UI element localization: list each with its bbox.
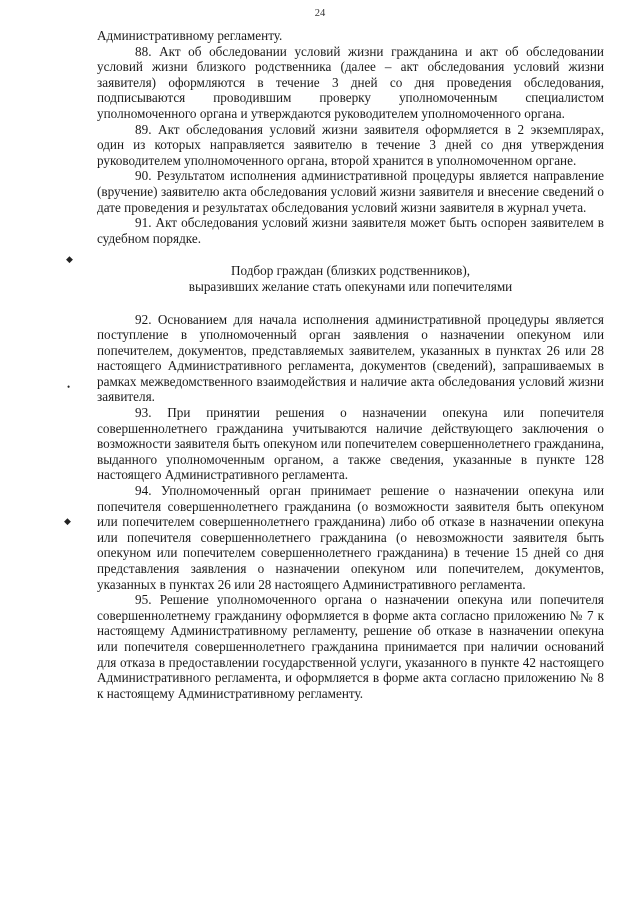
document-body [97,28,604,701]
margin-mark: • [67,382,71,392]
paragraphs-after [97,312,604,702]
paragraph: 93. При принятии решения о назначении опекуна или попечителя совершеннолетнего гражданина учитываются наличие действующего заключения о возможности заявителя быть опекуном или попечителем совершеннолетнего гражданина, выданного уполномоченным органом, а также сведения, указанные в пункте 128 настоящего Административного регламента. [97,405,604,483]
paragraph: 92. Основанием для начала исполнения административной процедуры является поступление в уполномоченный орган заявления о назначении опекуном или попечителем, документов, представляемых заявителем, указанных в пунктах 26 или 28 настоящего Административного регламента, документов (сведений), запрашиваемых в рамках межведомственного взаимодействия и наличие акта обследования условий жизни заявителя. [97,311,604,405]
section-heading-line-1: Подбор граждан (близких родственников), [230,263,471,279]
paragraph: 94. Уполномоченный орган принимает решение о назначении опекуна или попечителя совершеннолетнего гражданина (о возможности заявителя быть опекуном или попечителем совершеннолетнего гражданина) либо об отказе в назначении опекуна или попечителя совершеннолетнего гражданина (о невозможности заявителя быть опекуном или попечителем совершеннолетнего гражданина) в течение 15 дней со дня представления заявления о назначении опекуном или попечителем, документов, указанных в пунктах 26 или 28 настоящего Административного регламента. [97,483,604,592]
margin-mark: ◆ [64,516,71,526]
margin-mark: ◆ [66,254,73,264]
paragraph: 95. Решение уполномоченного органа о назначении опекуна или попечителя совершеннолетнему гражданину оформляется в форме акта согласно приложению № 7 к настоящему Административному регламенту, решение об отказе в назначении опекуна или попечителя совершеннолетнего гражданина принимается при наличии оснований для отказа в предоставлении государственной услуги, указанного в пункте 42 настоящего Административного регламента, и оформляется в форме акта согласно приложению № 8 к настоящему Административному регламенту. [97,592,604,701]
section-heading [97,263,604,294]
paragraph: 88. Акт об обследовании условий жизни гражданина и акт об обследовании условий жизни близкого родственника (далее – акт обследования условий жизни заявителя) оформляются в течение 3 дней со дня проведения обследования, подписываются проводившим проверку уполномоченным специалистом уполномоченного органа и утверждаются руководителем уполномоченного органа. [97,43,604,121]
page-number: 24 [314,8,326,19]
section-heading-line-2: выразивших желание стать опекунами или попечителями [188,278,513,294]
paragraphs-before [97,28,604,246]
paragraph: 89. Акт обследования условий жизни заявителя оформляется в 2 экземплярах, один из которых направляется заявителю в течение 3 дней со дня утверждения руководителем уполномоченного органа, второй хранится в уполномоченном органе. [97,121,604,168]
paragraph: 91. Акт обследования условий жизни заявителя может быть оспорен заявителем в судебном порядке. [97,215,604,246]
paragraph: 90. Результатом исполнения административной процедуры является направление (вручение) заявителю акта обследования условий жизни заявителя и внесение сведений о дате проведения и результатах обследования условий жизни заявителя в журнал учета. [97,168,604,215]
paragraph: Административному регламенту. [97,28,283,43]
